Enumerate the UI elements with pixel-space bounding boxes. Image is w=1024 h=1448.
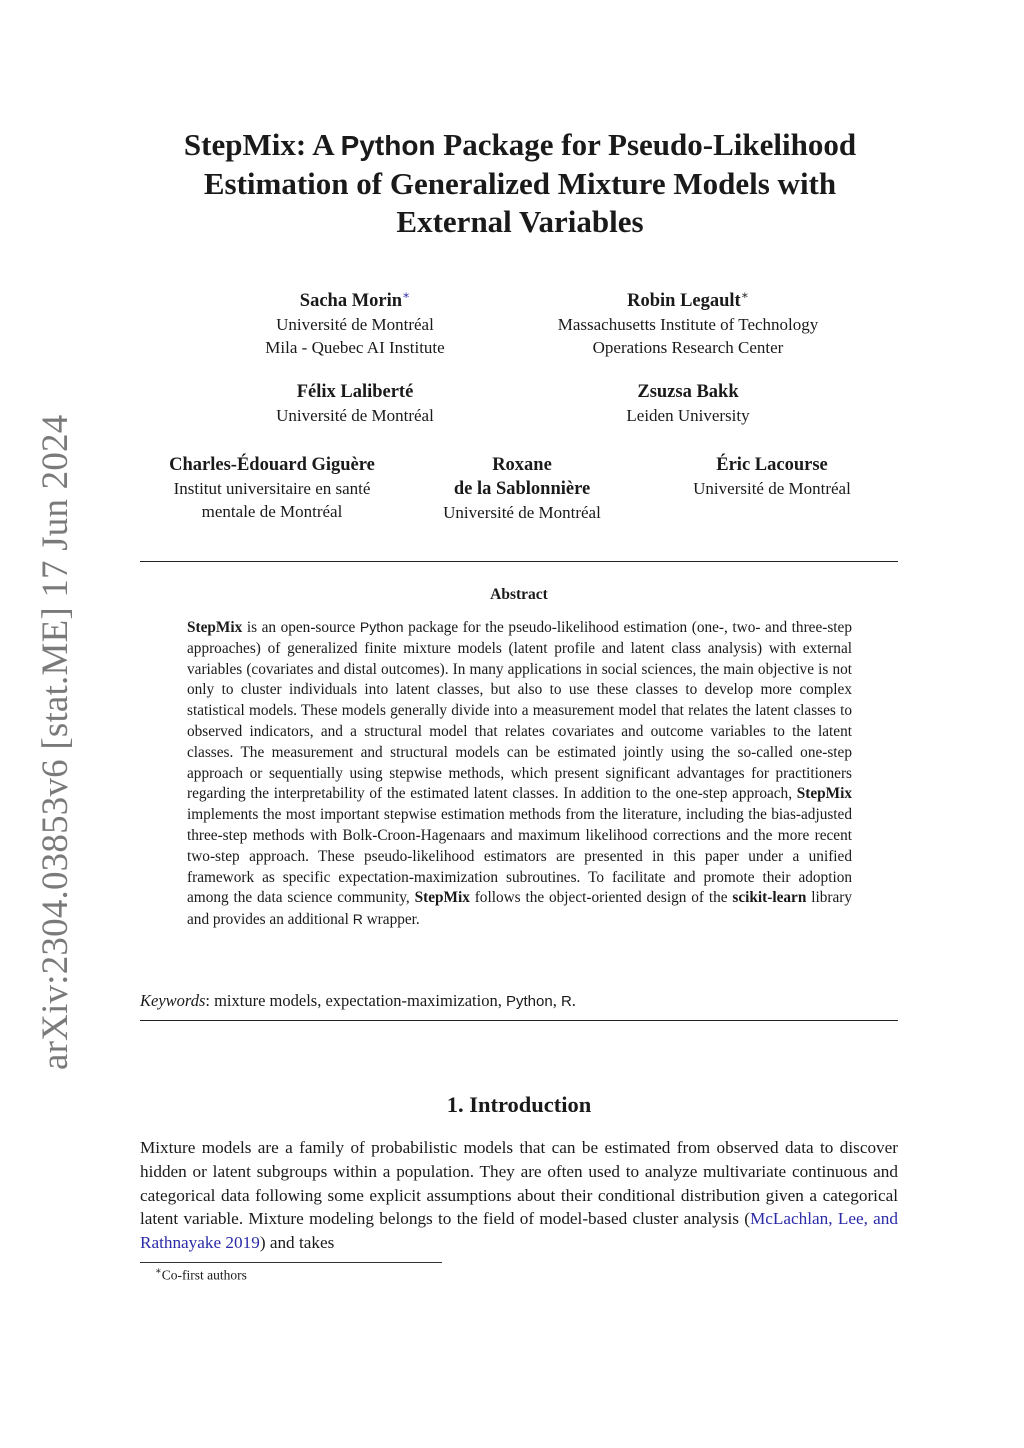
author-name-line-2: de la Sablonnière	[453, 479, 591, 499]
author-name: Sacha Morin	[299, 291, 403, 312]
abstract-top-rule	[140, 561, 898, 562]
author-block-morin	[215, 283, 495, 359]
abstract-heading: Abstract	[490, 586, 548, 603]
footnote-rule	[140, 1262, 442, 1263]
author-block-bakk	[518, 380, 858, 427]
arxiv-identifier-stamp: arXiv:2304.03853v6 [stat.ME] 17 Jun 2024	[35, 414, 76, 1070]
author-affiliation: Université de Montréal	[276, 406, 434, 425]
author-affiliation: Operations Research Center	[592, 338, 784, 358]
author-block-sablonniere	[412, 453, 632, 524]
title-line-3: External Variables	[396, 204, 644, 239]
author-affiliation: Mila - Quebec AI Institute	[265, 338, 445, 358]
author-name: Félix Laliberté	[296, 382, 414, 402]
author-affiliation: mentale de Montréal	[201, 502, 343, 521]
author-affiliation: Université de Montréal	[443, 503, 601, 522]
introduction-paragraph: Mixture models are a family of probabilistic models that can be estimated from observed data to discover hidden or latent subgroups within a population. They are often used to analyze multivariate continuous and categorical data following some explicit assumptions about their conditional distribution given a categorical latent variable. Mixture modeling belongs to the field of model-based cluster analysis (McLachlan, Lee, and Rathnayake 2019) and takes	[140, 1138, 898, 1253]
author-name: Roxane	[492, 455, 552, 475]
author-affiliation: Leiden University	[626, 406, 750, 425]
author-name: Robin Legault	[627, 291, 741, 312]
paper-title	[120, 126, 920, 241]
citation-link[interactable]: McLachlan, Lee, and Rathnayake 2019	[140, 1209, 898, 1253]
author-affiliation: Université de Montréal	[693, 479, 851, 498]
title-line-2: Estimation of Generalized Mixture Models with	[203, 166, 837, 201]
abstract-text: StepMix is an open-source Python package for the pseudo-likelihood estimation (one-, two- and three-step approaches) of generalized finite mixture models (latent profile and latent class analysis) with external variables (covariates and distal outcomes). In many applications in social sciences, the main objective is not only to cluster individuals into latent classes, but also to use these classes to develop more complex statistical models. These models generally divide into a measurement model that relates the latent classes to observed indicators, and a structural model that relates covariates and outcome variables to the latent classes. The measurement and structural models can be estimated jointly using the so-called one-step approach or sequentially using stepwise methods, which present significant advantages for practitioners regarding the interpretability of the estimated latent classes. In addition to the one-step approach, StepMix implements the most important stepwise estimation methods from the literature, including the bias-adjusted three-step methods with Bolk-Croon-Hagenaars and maximum likelihood corrections and the more recent two-step approach. These pseudo-likelihood estimators are presented in this paper under a unified framework as specific expectation-maximization subroutines. To facilitate and promote their adoption among the data science community, StepMix follows the object-oriented design of the scikit-learn library and provides an additional R wrapper.	[187, 619, 852, 929]
title-line-1: StepMix: A Python Package for Pseudo-Likelihood	[183, 127, 857, 162]
title-python-word: Python	[340, 130, 436, 161]
author-block-legault	[518, 283, 858, 359]
co-first-mark: ∗	[740, 288, 749, 302]
author-name: Éric Lacourse	[716, 455, 828, 475]
author-block-giguere	[130, 453, 414, 523]
abstract-bottom-rule	[140, 1020, 898, 1021]
footnote: ∗Co-first authors	[155, 1266, 247, 1283]
author-affiliation: Institut universitaire en santé	[173, 479, 371, 498]
author-block-laliberte	[215, 380, 495, 427]
author-affiliation: Université de Montréal	[276, 315, 434, 335]
author-name: Charles-Édouard Giguère	[169, 455, 375, 475]
section-heading-introduction: 1. Introduction	[446, 1092, 592, 1117]
author-name: Zsuzsa Bakk	[637, 382, 739, 402]
author-block-lacourse	[652, 453, 892, 500]
author-affiliation: Massachusetts Institute of Technology	[557, 315, 819, 335]
co-first-mark[interactable]: ∗	[402, 288, 411, 302]
keywords-line: Keywords: mixture models, expectation-maximization, Python, R.	[140, 991, 576, 1010]
